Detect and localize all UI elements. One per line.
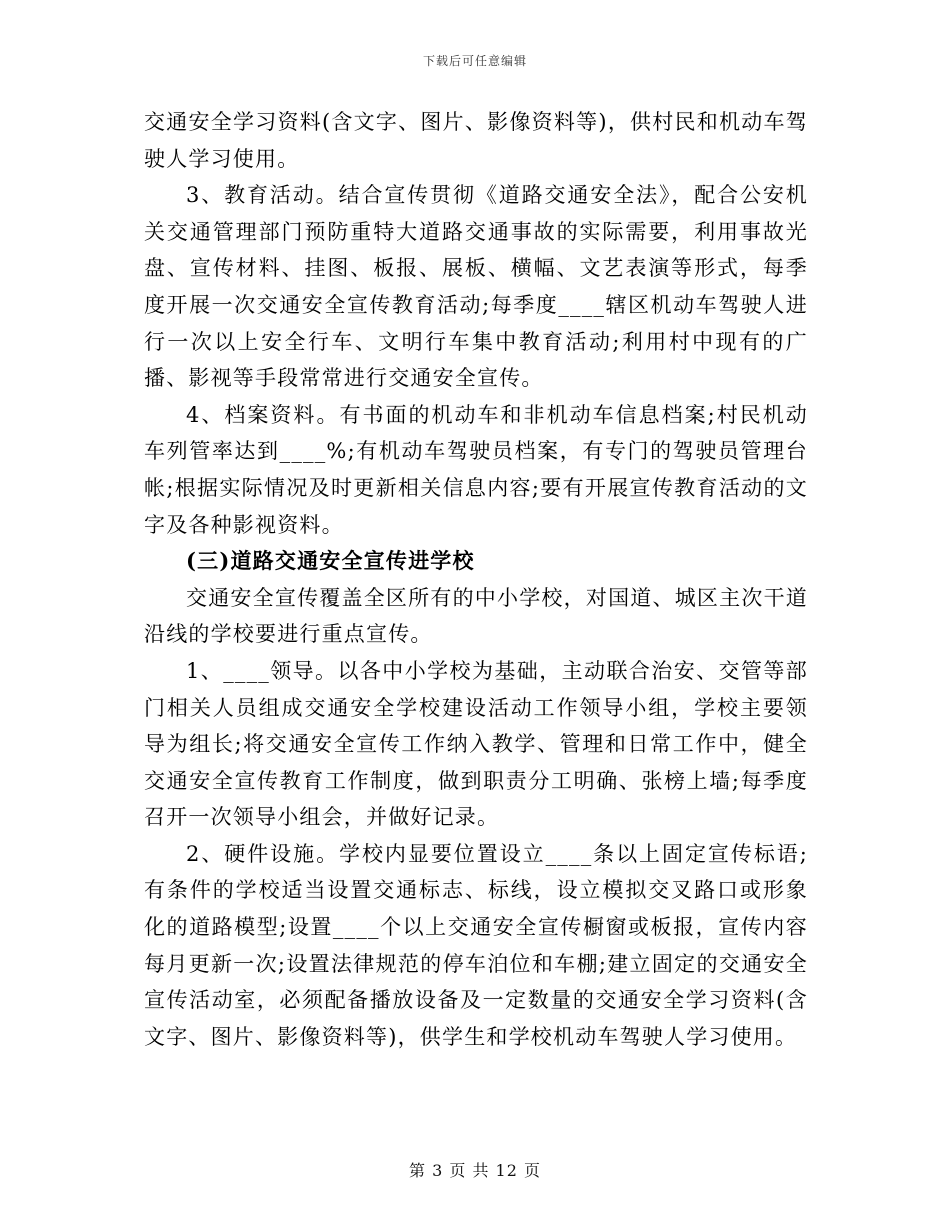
page-number: 第 3 页 共 12 页 — [409, 1161, 541, 1180]
paragraph-hardware-facilities: 2、硬件设施。学校内显要位置设立____条以上固定宣传标语;有条件的学校适当设置交通标志、标线，设立模拟交叉路口或形象化的道路模型;设置____个以上交通安全宣传橱窗或板报，宣传内容每月更新一次;设置法律规范的停车泊位和车棚;建立固定的交通安全宣传活动室，必须配备播放设备及一定数量的交通安全学习资料(含文字、图片、影像资料等)，供学生和学校机动车驾驶人学习使用。 — [144, 841, 808, 1049]
paragraph-archive-materials: 4、档案资料。有书面的机动车和非机动车信息档案;村民机动车列管率达到____%;有机动车驾驶员档案，有专门的驾驶员管理台帐;根据实际情况及时更新相关信息内容;要有开展宣传教育活动的文字及各种影视资料。 — [144, 402, 808, 537]
document-body — [144, 104, 808, 1055]
paragraph-materials-continued: 交通安全学习资料(含文字、图片、影像资料等)，供村民和机动车驾驶人学习使用。 — [144, 110, 808, 171]
section-heading-schools: (三)道路交通安全宣传进学校 — [186, 548, 475, 574]
page-header: 下载后可任意编辑 — [422, 54, 527, 68]
paragraph-school-coverage: 交通安全宣传覆盖全区所有的中小学校，对国道、城区主次干道沿线的学校要进行重点宣传。 — [144, 585, 808, 647]
paragraph-leadership: 1、____领导。以各中小学校为基础，主动联合治安、交管等部门相关人员组成交通安全学校建设活动工作领导小组，学校主要领导为组长;将交通安全宣传工作纳入教学、管理和日常工作中，健全交通安全宣传教育工作制度，做到职责分工明确、张榜上墙;每季度召开一次领导小组会，并做好记录。 — [144, 658, 808, 830]
paragraph-education-activities: 3、教育活动。结合宣传贯彻《道路交通安全法》，配合公安机关交通管理部门预防重特大道路交通事故的实际需要，利用事故光盘、宣传材料、挂图、板报、展板、横幅、文艺表演等形式，每季度开展一次交通安全宣传教育活动;每季度____辖区机动车驾驶人进行一次以上安全行车、文明行车集中教育活动;利用村中现有的广播、影视等手段常常进行交通安全宣传。 — [144, 183, 808, 391]
